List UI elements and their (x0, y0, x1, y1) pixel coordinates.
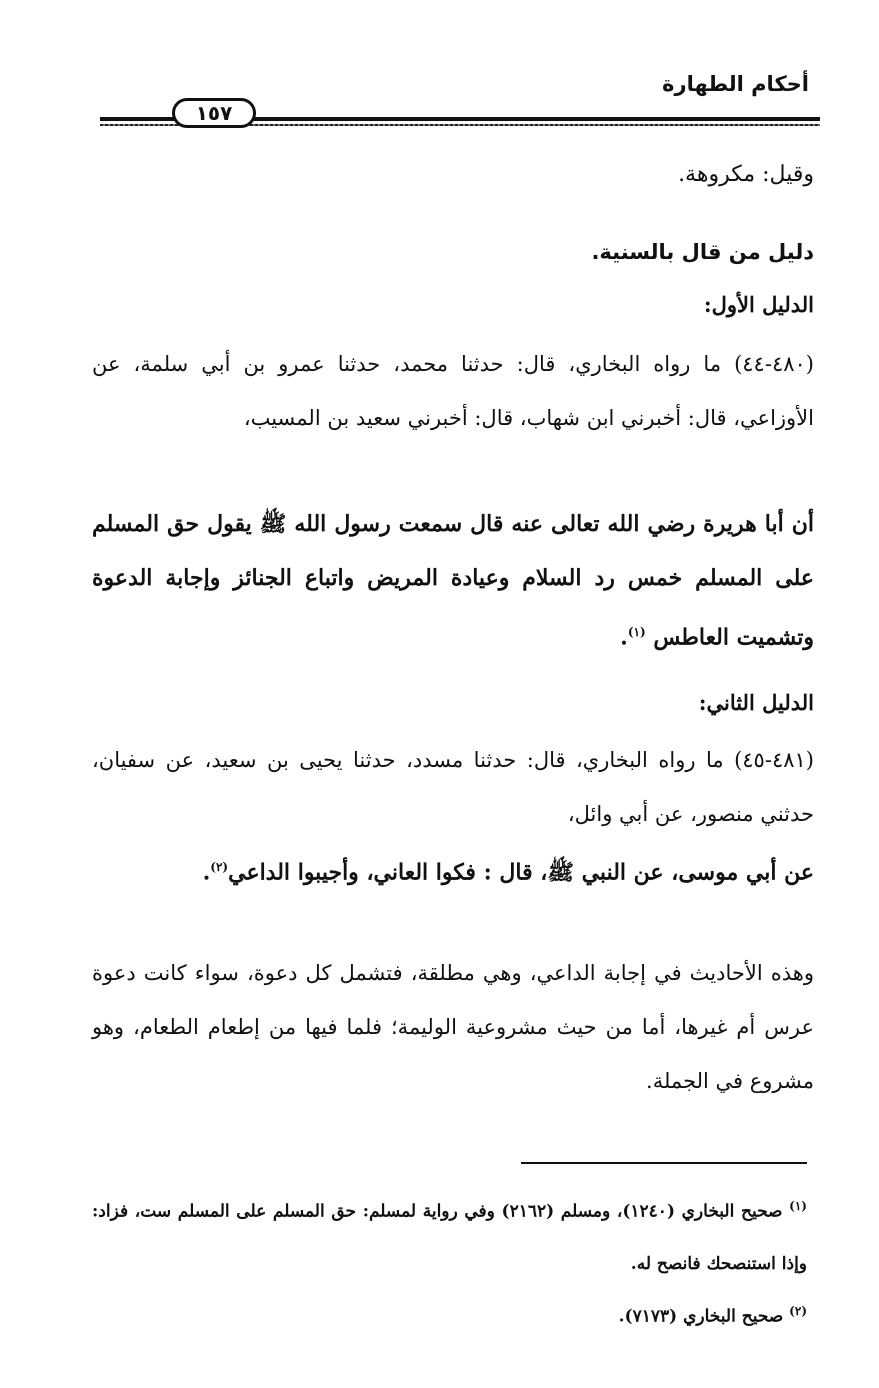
hadith-481-matn: عن أبي موسى، عن النبي ﷺ، قال : فكوا العاني، وأجيبوا الداعي (228, 859, 814, 886)
hadith-480-chain: (٤٨٠-٤٤) ما رواه البخاري، قال: حدثنا محمد، حدثنا عمرو بن أبي سلمة، عن الأوزاعي، قال: أخبرني ابن شهاب، قال: أخبرني سعيد بن المسيب، (92, 352, 814, 430)
footnote-ref-1: (١) (627, 625, 646, 639)
hadith-480-end: . (620, 624, 628, 651)
page-number: ١٥٧ (172, 98, 256, 128)
footnote-1-marker: (١) (789, 1199, 807, 1213)
section-heading: دليل من قال بالسنية. (591, 240, 814, 264)
commentary-paragraph: وهذه الأحاديث في إجابة الداعي، وهي مطلقة، فتشمل كل دعوة، سواء كانت دعوة عرس أم غيرها، أما من حيث مشروعية الوليمة؛ فلما فيها من إطعام الطعام، وهو مشروع في الجملة. (92, 961, 814, 1093)
footnote-separator (521, 1162, 807, 1164)
hadith-481-end: . (202, 859, 211, 886)
footnote-1 (92, 1180, 807, 1290)
running-title: أحكام الطهارة (662, 72, 809, 96)
footnote-2 (92, 1285, 807, 1341)
hadith-481-text (92, 840, 814, 950)
footnote-2-text: صحيح البخاري (٧١٧٣). (618, 1306, 784, 1327)
footnote-2-marker: (٢) (789, 1304, 807, 1318)
second-evidence-label: الدليل الثاني: (698, 690, 814, 715)
opinion-line: وقيل: مكروهة. (678, 162, 814, 187)
hadith-481-chain: (٤٨١-٤٥) ما رواه البخاري، قال: حدثنا مسدد، حدثنا يحيى بن سعيد، عن سفيان، حدثني منصور، عن أبي وائل، (92, 748, 814, 826)
footnote-1-text: صحيح البخاري (١٢٤٠)، ومسلم (٢١٦٢) وفي رواية لمسلم: حق المسلم على المسلم ست، فزاد: وإذا استنصحك فانصح له. (92, 1201, 807, 1274)
footnote-ref-2: (٢) (210, 860, 229, 874)
hadith-480-matn: أن أبا هريرة رضي الله تعالى عنه قال سمعت رسول الله ﷺ يقول حق المسلم على المسلم خمس رد السلام وعيادة المريض واتباع الجنائز وإجابة الدعوة وتشميت العاطس (92, 511, 814, 651)
hadith-480-text (92, 497, 814, 667)
first-evidence-label: الدليل الأول: (703, 292, 814, 317)
